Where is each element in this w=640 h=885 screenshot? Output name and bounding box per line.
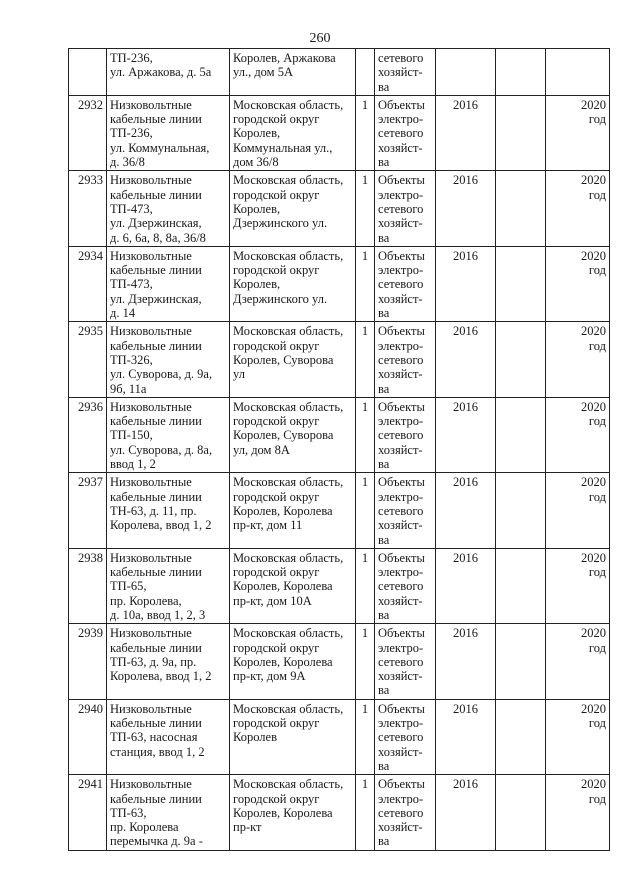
cell-category-text: Объекты электро- сетевого хозяйст- ва [378,324,425,396]
cell-address [230,548,356,623]
cell-number [69,624,107,699]
cell-date [546,49,610,96]
table-row [69,699,610,774]
table-row [69,171,610,246]
cell-category [375,171,436,246]
cell-year-text: 2016 [453,626,478,641]
cell-address [230,171,356,246]
cell-date [546,473,610,548]
cell-object-name-text: Низковольтные кабельные линии ТП-150, ул. Суворова, д. 8а, ввод 1, 2 [110,399,213,472]
cell-date-text: 2020 год [581,475,606,504]
cell-quantity [356,397,375,472]
cell-object-name [107,624,230,699]
page-number: 260 [309,31,331,46]
cell-object-name-text: Низковольтные кабельные линии ТП-236, ул. Коммунальная, д. 36/8 [110,97,210,170]
cell-year [436,246,496,321]
cell-number-text: 2941 [78,777,103,792]
cell-address [230,95,356,170]
cell-category [375,246,436,321]
cell-empty [496,699,546,774]
cell-object-name [107,775,230,850]
cell-date-text: 2020 год [581,626,606,655]
cell-object-name-text: Низковольтные кабельные линии ТП-65, пр. Королева, д. 10а, ввод 1, 2, 3 [110,550,206,622]
cell-number-text: 2937 [78,475,103,490]
cell-year [436,397,496,472]
cell-year [436,322,496,397]
cell-date [546,95,610,170]
cell-empty [496,473,546,548]
cell-number [69,49,107,96]
cell-year-text: 2016 [453,173,478,188]
cell-number-text: 2935 [78,324,103,339]
cell-year-text: 2016 [453,97,478,112]
cell-date-text: 2020 год [581,550,606,580]
cell-category-text: Объекты электро- сетевого хозяйст- ва [378,550,425,622]
cell-address [230,775,356,850]
cell-quantity-text: 1 [361,475,369,490]
cell-category [375,95,436,170]
object-name-text: ТП-236, ул. Аржакова, д. 5а [110,51,212,80]
cell-year-text: 2016 [453,777,478,792]
cell-quantity [356,322,375,397]
cell-object-name [107,322,230,397]
cell-category-text: Объекты электро- сетевого хозяйст- ва [378,248,425,321]
cell-number-text: 2940 [78,701,103,716]
address-text: Королев, Аржакова ул., дом 5А [233,51,336,80]
cell-category [375,49,436,96]
cell-quantity [356,246,375,321]
cell-number [69,548,107,623]
cell-number [69,699,107,774]
cell-empty [496,548,546,623]
cell-address-text: Московская область, городской округ Королев, Королева пр-кт [233,777,344,835]
cell-quantity [356,49,375,96]
cell-category-text: Объекты электро- сетевого хозяйст- ва [378,97,425,170]
table-row [69,548,610,623]
cell-number [69,95,107,170]
cell-year-text: 2016 [453,248,478,263]
cell-number [69,322,107,397]
cell-empty [496,171,546,246]
cell-category-text: Объекты электро- сетевого хозяйст- ва [378,777,425,849]
cell-address [230,322,356,397]
cell-empty [496,624,546,699]
cell-object-name [107,95,230,170]
cell-number-text: 2934 [78,248,103,263]
cell-category [375,699,436,774]
cell-number [69,171,107,246]
cell-year-text: 2016 [453,324,478,339]
cell-category-text: Объекты электро- сетевого хозяйст- ва [378,475,425,547]
table-row [69,95,610,170]
cell-empty [496,397,546,472]
cell-quantity-text: 1 [361,173,369,188]
cell-number [69,397,107,472]
cell-number [69,775,107,850]
cell-category [375,624,436,699]
cell-date [546,775,610,850]
cell-quantity-text: 1 [361,248,369,263]
cell-quantity-text: 1 [361,97,369,112]
cell-address [230,49,356,96]
table-row [69,473,610,548]
cell-object-name [107,548,230,623]
cell-empty [496,775,546,850]
cell-category-text: Объекты электро- сетевого хозяйст- ва [378,701,425,773]
cell-category [375,775,436,850]
cell-address-text: Московская область, городской округ Королев, Королева пр-кт, дом 9А [233,626,344,684]
cell-date [546,548,610,623]
cell-object-name [107,397,230,472]
cell-number-text: 2936 [78,399,103,414]
cell-date-text: 2020 год [581,248,606,278]
cell-year-text: 2016 [453,399,478,414]
cell-year [436,699,496,774]
cell-address [230,699,356,774]
cell-quantity [356,473,375,548]
cell-quantity-text: 1 [361,399,369,414]
cell-category [375,473,436,548]
cell-year-text: 2016 [453,475,478,490]
cell-object-name-text: Низковольтные кабельные линии ТП-473, ул. Дзержинская, д. 14 [110,248,202,321]
cell-empty [496,322,546,397]
cell-date-text: 2020 год [581,701,606,731]
cell-object-name-text: Низковольтные кабельные линии ТП-473, ул. Дзержинская, д. 6, 6а, 8, 8а, 36/8 [110,173,206,245]
cell-date [546,171,610,246]
cell-address-text: Московская область, городской округ Королев, Королева пр-кт, дом 11 [233,475,344,533]
cell-quantity [356,171,375,246]
cell-address-text: Московская область, городской округ Королев, Королева пр-кт, дом 10А [233,550,344,608]
cell-year [436,49,496,96]
cell-address-text: Московская область, городской округ Королев, Дзержинского ул. [233,173,344,231]
cell-category [375,397,436,472]
cell-object-name [107,171,230,246]
cell-object-name-text: Низковольтные кабельные линии ТП-63, пр. Королева перемычка д. 9а - [110,777,203,849]
cell-date [546,624,610,699]
cell-address-text: Московская область, городской округ Королев, Суворова ул, дом 8А [233,399,344,457]
cell-number-text: 2932 [78,97,103,112]
cell-address [230,246,356,321]
cell-quantity [356,548,375,623]
cell-year [436,548,496,623]
cell-object-name [107,49,230,96]
cell-category [375,322,436,397]
cell-date-text: 2020 год [581,97,606,127]
cell-object-name [107,473,230,548]
cell-object-name-text: Низковольтные кабельные линии ТП-63, насосная станция, ввод 1, 2 [110,701,205,759]
cell-number [69,246,107,321]
cell-quantity-text: 1 [361,550,369,565]
cell-date [546,397,610,472]
cell-year [436,624,496,699]
cell-date-text: 2020 год [581,324,606,353]
cell-date-text: 2020 год [581,777,606,806]
cell-quantity [356,775,375,850]
cell-quantity [356,95,375,170]
cell-address [230,473,356,548]
cell-object-name-text: Низковольтные кабельные линии ТП-326, ул. Суворова, д. 9а, 9б, 11а [110,324,213,396]
cell-empty [496,95,546,170]
cell-address-text: Московская область, городской округ Королев, Коммунальная ул., дом 36/8 [233,97,344,170]
cell-quantity [356,624,375,699]
table-row [69,624,610,699]
cell-year-text: 2016 [453,550,478,565]
cell-year [436,775,496,850]
cell-object-name-text: Низковольтные кабельные линии ТП-63, д. 9а, пр. Королева, ввод 1, 2 [110,626,212,684]
cell-empty [496,49,546,96]
cell-quantity [356,699,375,774]
cell-category-text: Объекты электро- сетевого хозяйст- ва [378,626,425,698]
cell-address-text: Московская область, городской округ Королев, Суворова ул [233,324,344,382]
cell-quantity-text: 1 [361,701,369,716]
cell-year-text: 2016 [453,701,478,716]
cell-number-text: 2933 [78,173,103,188]
cell-quantity-text: 1 [361,777,369,792]
cell-number-text: 2939 [78,626,103,641]
cell-address [230,624,356,699]
cell-object-name [107,699,230,774]
table-row-continued [69,49,610,96]
table-row [69,397,610,472]
cell-quantity-text: 1 [361,626,369,641]
registry-table [68,48,610,851]
cell-number-text: 2938 [78,550,103,565]
cell-date-text: 2020 год [581,173,606,202]
cell-year [436,473,496,548]
cell-category-text: Объекты электро- сетевого хозяйст- ва [378,399,425,472]
cell-year [436,95,496,170]
cell-number [69,473,107,548]
cell-category [375,548,436,623]
cell-address-text: Московская область, городской округ Королев [233,701,344,745]
cell-date [546,246,610,321]
table-row [69,246,610,321]
table-row [69,775,610,850]
cell-date-text: 2020 год [581,399,606,429]
cell-address-text: Московская область, городской округ Королев, Дзержинского ул. [233,248,344,306]
cell-date [546,322,610,397]
table-row [69,322,610,397]
cell-object-name-text: Низковольтные кабельные линии ТН-63, д. 11, пр. Королева, ввод 1, 2 [110,475,212,533]
cell-year [436,171,496,246]
category-text: сетевого хозяйст- ва [378,51,424,94]
cell-address [230,397,356,472]
cell-category-text: Объекты электро- сетевого хозяйст- ва [378,173,425,245]
cell-date [546,699,610,774]
cell-quantity-text: 1 [361,324,369,339]
cell-object-name [107,246,230,321]
cell-empty [496,246,546,321]
